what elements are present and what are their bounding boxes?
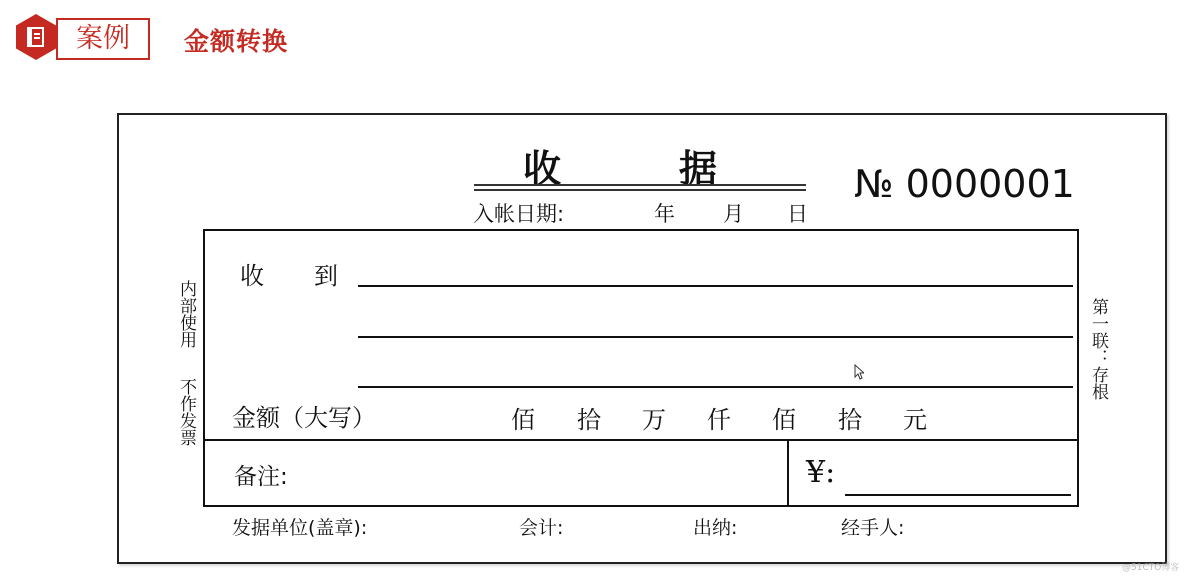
receipt-number: № 0000001 (854, 162, 1075, 206)
received-line-3 (358, 386, 1073, 388)
received-from-label (240, 256, 338, 291)
watermark: @51CTO博客 (1122, 563, 1180, 573)
side-text-internal: 内部使用 (176, 280, 196, 348)
unit-qian: 仟 (707, 406, 731, 434)
date-label: 入帐日期: (473, 202, 565, 226)
yen-amount-line (845, 494, 1071, 496)
footer-handler: 经手人: (841, 517, 905, 539)
receipt-title-right: 据 (679, 147, 718, 191)
title-underline (474, 184, 806, 186)
received-left: 收 (240, 262, 264, 290)
document-icon (27, 27, 44, 47)
footer-cashier: 出纳: (693, 517, 738, 539)
remark-divider (787, 440, 789, 506)
date-year: 年 (654, 202, 675, 226)
date-day: 日 (787, 202, 808, 226)
date-month: 月 (723, 202, 744, 226)
side-text-stub: 第一联：存根 (1088, 298, 1108, 400)
amount-label: 金额（大写） (232, 404, 376, 432)
mouse-pointer-icon (854, 364, 864, 380)
unit-bai-2: 佰 (772, 406, 796, 434)
remark-label: 备注: (234, 464, 288, 490)
unit-shi-2: 拾 (838, 406, 862, 434)
yen-label: ¥: (806, 455, 836, 490)
amount-divider (203, 439, 1079, 441)
receipt-title-left: 收 (523, 147, 562, 191)
footer-issuer: 发据单位(盖章): (232, 517, 368, 539)
footer-accountant: 会计: (519, 517, 564, 539)
header-badge (16, 14, 56, 60)
unit-yuan: 元 (903, 406, 927, 434)
received-line-1 (358, 285, 1073, 287)
title-underline-2 (474, 189, 806, 191)
side-text-not-invoice: 不作发票 (176, 378, 196, 446)
unit-shi: 拾 (577, 406, 601, 434)
unit-wan: 万 (642, 406, 666, 434)
page-title: 金额转换 (184, 27, 289, 56)
unit-bai: 佰 (511, 406, 535, 434)
received-line-2 (358, 336, 1073, 338)
case-tag: 案例 (56, 18, 150, 60)
received-right: 到 (314, 262, 338, 290)
